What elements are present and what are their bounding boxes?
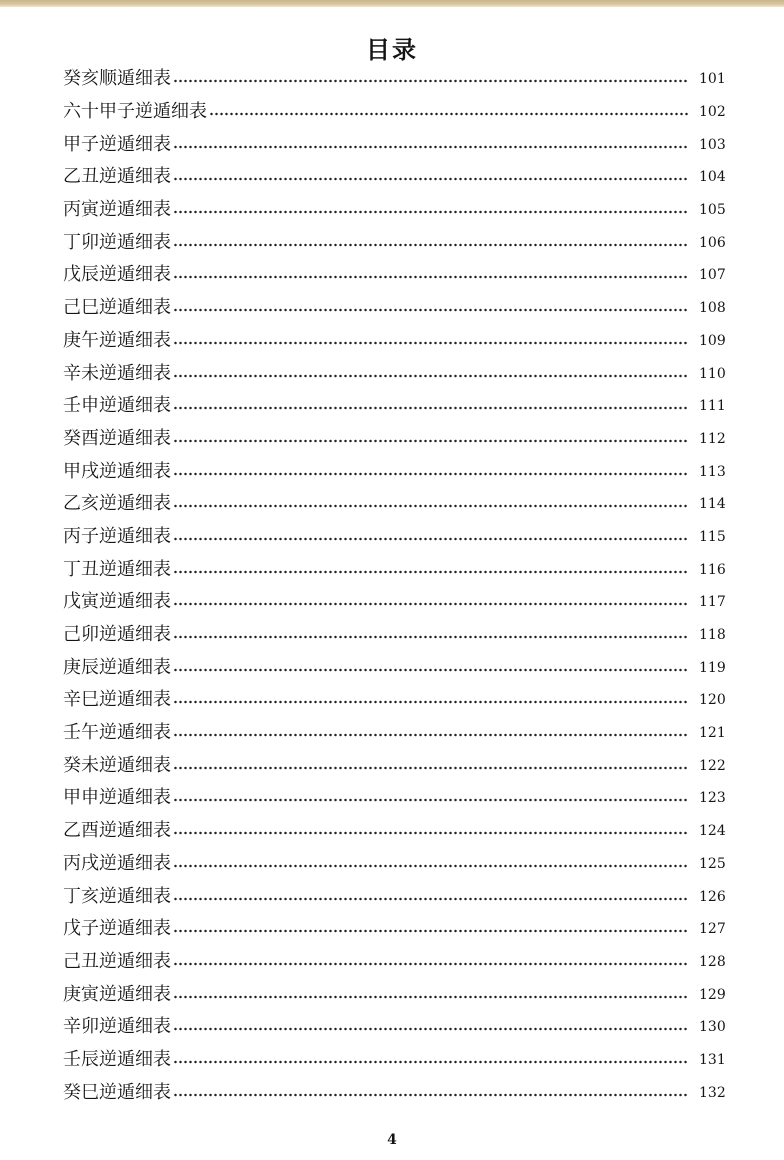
toc-entry-title: 甲申逆遁细表: [63, 787, 171, 809]
toc-entry-title: 辛未逆遁细表: [63, 362, 171, 384]
toc-entry[interactable]: [63, 584, 726, 617]
toc-entry[interactable]: [63, 1042, 726, 1075]
toc-entry-title: 癸巳逆遁细表: [63, 1081, 171, 1103]
toc-entry[interactable]: [63, 257, 726, 290]
dot-leader: [173, 504, 689, 508]
dot-leader: [173, 145, 689, 149]
toc-entry-page: 113: [699, 463, 726, 480]
dot-leader: [173, 275, 689, 279]
toc-entry[interactable]: [63, 944, 726, 977]
toc-entry[interactable]: [63, 911, 726, 944]
toc-entry-title: 乙丑逆遁细表: [63, 166, 171, 188]
page-title: 目录: [366, 35, 418, 64]
toc-entry[interactable]: [63, 388, 726, 421]
toc-entry-title: 庚午逆遁细表: [63, 329, 171, 351]
toc-entry-page: 127: [699, 921, 726, 938]
toc-entry-page: 107: [699, 267, 726, 284]
toc-entry-page: 124: [699, 823, 726, 840]
dot-leader: [173, 308, 689, 312]
toc-entry-title: 戊辰逆遁细表: [63, 264, 171, 286]
toc-entry-title: 丁卯逆遁细表: [63, 231, 171, 253]
dot-leader: [173, 766, 689, 770]
toc-entry[interactable]: [63, 747, 726, 780]
toc-entry-title: 戊子逆遁细表: [63, 918, 171, 940]
toc-entry-title: 己丑逆遁细表: [63, 950, 171, 972]
toc-entry-page: 106: [699, 234, 726, 251]
toc-entry[interactable]: [63, 421, 726, 454]
toc-entry-page: 104: [699, 169, 726, 186]
dot-leader: [173, 1060, 689, 1064]
toc-entry-page: 116: [699, 561, 726, 578]
top-border: [0, 0, 784, 7]
toc-entry-title: 丙寅逆遁细表: [63, 199, 171, 221]
toc-entry[interactable]: [63, 1074, 726, 1107]
dot-leader: [173, 1027, 689, 1031]
toc-entry[interactable]: [63, 1009, 726, 1042]
dot-leader: [173, 177, 689, 181]
toc-entry-page: 102: [699, 104, 726, 121]
toc-entry-page: 128: [699, 953, 726, 970]
toc-entry-title: 戊寅逆遁细表: [63, 591, 171, 613]
toc-entry-page: 115: [699, 528, 726, 545]
toc-entry-title: 己卯逆遁细表: [63, 624, 171, 646]
toc-entry-title: 己巳逆遁细表: [63, 297, 171, 319]
toc-entry-title: 甲子逆遁细表: [63, 133, 171, 155]
toc-entry[interactable]: [63, 126, 726, 159]
toc-entry[interactable]: [63, 649, 726, 682]
toc-entry[interactable]: [63, 323, 726, 356]
toc-entry-title: 庚寅逆遁细表: [63, 983, 171, 1005]
toc-entry-title: 甲戌逆遁细表: [63, 460, 171, 482]
toc-entry-page: 119: [699, 659, 726, 676]
toc-entry[interactable]: [63, 813, 726, 846]
toc-entry-title: 丙戌逆遁细表: [63, 852, 171, 874]
dot-leader: [173, 79, 689, 83]
dot-leader: [173, 341, 689, 345]
toc-entry-page: 131: [699, 1051, 726, 1068]
toc-entry-title: 壬辰逆遁细表: [63, 1048, 171, 1070]
toc-entry[interactable]: [63, 159, 726, 192]
dot-leader: [173, 897, 689, 901]
toc-entry-title: 壬午逆遁细表: [63, 722, 171, 744]
toc-entry-title: 六十甲子逆遁细表: [63, 101, 207, 123]
toc-entry[interactable]: [63, 290, 726, 323]
toc-entry-page: 130: [699, 1019, 726, 1036]
toc-entry-page: 109: [699, 332, 726, 349]
toc-entry-title: 丁丑逆遁细表: [63, 558, 171, 580]
dot-leader: [173, 831, 689, 835]
page-number: 4: [387, 1132, 397, 1148]
toc-entry[interactable]: [63, 846, 726, 879]
toc-entry[interactable]: [63, 682, 726, 715]
dot-leader: [173, 570, 689, 574]
toc-entry-page: 129: [699, 986, 726, 1003]
dot-leader: [173, 406, 689, 410]
toc-entry-title: 丙子逆遁细表: [63, 525, 171, 547]
dot-leader: [173, 864, 689, 868]
toc-entry-title: 庚辰逆遁细表: [63, 656, 171, 678]
dot-leader: [173, 1093, 689, 1097]
toc-entry-page: 101: [699, 71, 726, 88]
toc-entry-page: 125: [699, 855, 726, 872]
toc-entry-page: 120: [699, 692, 726, 709]
toc-entry-title: 乙酉逆遁细表: [63, 820, 171, 842]
toc-entry[interactable]: [63, 715, 726, 748]
toc-entry-page: 110: [699, 365, 726, 382]
toc-entry-page: 117: [699, 594, 726, 611]
toc-entry[interactable]: [63, 976, 726, 1009]
dot-leader: [173, 929, 689, 933]
toc-entry[interactable]: [63, 551, 726, 584]
toc-entry[interactable]: [63, 61, 726, 94]
toc-entry-page: 126: [699, 888, 726, 905]
toc-entry-title: 乙亥逆遁细表: [63, 493, 171, 515]
toc-entry-title: 癸酉逆遁细表: [63, 427, 171, 449]
toc-entry-page: 122: [699, 757, 726, 774]
toc-entry-page: 118: [699, 627, 726, 644]
toc-entry-page: 103: [699, 136, 726, 153]
toc-entry-page: 111: [699, 398, 726, 415]
dot-leader: [173, 439, 689, 443]
toc-entry-page: 108: [699, 300, 726, 317]
dot-leader: [173, 374, 689, 378]
dot-leader: [173, 537, 689, 541]
toc-entry-title: 癸未逆遁细表: [63, 754, 171, 776]
toc-entry-page: 121: [699, 725, 726, 742]
dot-leader: [173, 210, 689, 214]
dot-leader: [173, 602, 689, 606]
toc-entry-title: 辛卯逆遁细表: [63, 1016, 171, 1038]
toc-entry[interactable]: [63, 355, 726, 388]
dot-leader: [173, 243, 689, 247]
dot-leader: [173, 668, 689, 672]
toc-entry-page: 114: [699, 496, 726, 513]
toc-entry-page: 132: [699, 1084, 726, 1101]
dot-leader: [173, 472, 689, 476]
dot-leader: [173, 995, 689, 999]
toc-entry-title: 壬申逆遁细表: [63, 395, 171, 417]
toc-entry-page: 105: [699, 202, 726, 219]
toc-entry-title: 癸亥顺遁细表: [63, 68, 171, 90]
toc-entry[interactable]: [63, 878, 726, 911]
toc-entry-page: 123: [699, 790, 726, 807]
toc-entry[interactable]: [63, 192, 726, 225]
table-of-contents: [63, 61, 726, 1107]
toc-entry-page: 112: [699, 430, 726, 447]
toc-entry[interactable]: [63, 486, 726, 519]
toc-entry[interactable]: [63, 453, 726, 486]
toc-entry-title: 辛巳逆遁细表: [63, 689, 171, 711]
dot-leader: [173, 733, 689, 737]
toc-entry[interactable]: [63, 780, 726, 813]
toc-entry[interactable]: [63, 617, 726, 650]
dot-leader: [173, 962, 689, 966]
dot-leader: [173, 798, 689, 802]
dot-leader: [209, 112, 689, 116]
toc-entry[interactable]: [63, 224, 726, 257]
toc-entry-title: 丁亥逆遁细表: [63, 885, 171, 907]
toc-entry[interactable]: [63, 519, 726, 552]
dot-leader: [173, 700, 689, 704]
dot-leader: [173, 635, 689, 639]
toc-entry[interactable]: [63, 94, 726, 127]
